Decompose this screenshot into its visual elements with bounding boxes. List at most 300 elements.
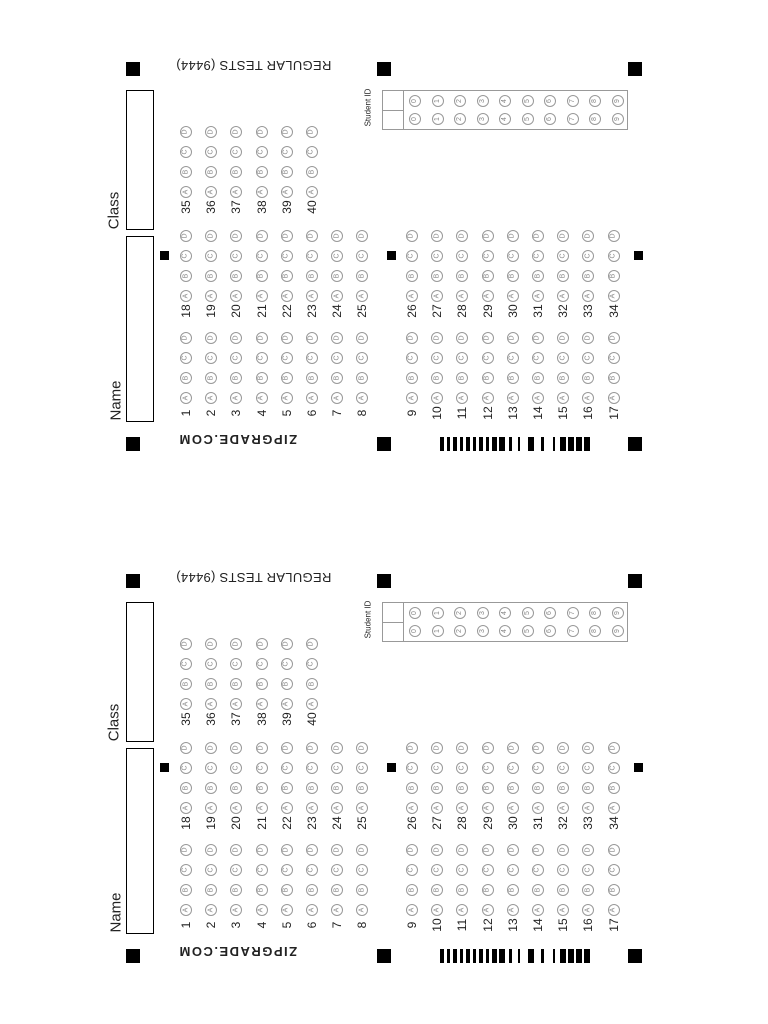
class-field[interactable] bbox=[126, 90, 154, 230]
answer-bubble[interactable] bbox=[180, 230, 192, 242]
answer-bubble[interactable] bbox=[582, 782, 594, 794]
answer-bubble[interactable] bbox=[180, 290, 192, 302]
answer-bubble[interactable] bbox=[406, 290, 418, 302]
answer-bubble[interactable] bbox=[205, 270, 217, 282]
answer-bubble[interactable] bbox=[256, 392, 268, 404]
answer-bubble[interactable] bbox=[456, 332, 468, 344]
answer-bubble[interactable] bbox=[356, 332, 368, 344]
answer-bubble[interactable] bbox=[356, 884, 368, 896]
answer-bubble[interactable] bbox=[507, 802, 519, 814]
name-field[interactable] bbox=[126, 748, 154, 934]
answer-bubble[interactable] bbox=[230, 638, 242, 650]
student-id-bubble[interactable] bbox=[522, 113, 534, 125]
answer-bubble[interactable] bbox=[608, 230, 620, 242]
answer-bubble[interactable] bbox=[608, 270, 620, 282]
answer-bubble[interactable] bbox=[205, 844, 217, 856]
answer-bubble[interactable] bbox=[256, 884, 268, 896]
answer-bubble[interactable] bbox=[406, 392, 418, 404]
answer-bubble[interactable] bbox=[507, 762, 519, 774]
answer-bubble[interactable] bbox=[256, 186, 268, 198]
answer-bubble[interactable] bbox=[557, 352, 569, 364]
answer-bubble[interactable] bbox=[256, 802, 268, 814]
answer-bubble[interactable] bbox=[582, 250, 594, 262]
answer-bubble[interactable] bbox=[456, 742, 468, 754]
answer-bubble[interactable] bbox=[431, 230, 443, 242]
answer-bubble[interactable] bbox=[256, 166, 268, 178]
answer-bubble[interactable] bbox=[406, 270, 418, 282]
answer-bubble[interactable] bbox=[230, 270, 242, 282]
answer-bubble[interactable] bbox=[557, 762, 569, 774]
answer-bubble[interactable] bbox=[557, 230, 569, 242]
answer-bubble[interactable] bbox=[608, 332, 620, 344]
answer-bubble[interactable] bbox=[205, 332, 217, 344]
answer-bubble[interactable] bbox=[532, 332, 544, 344]
answer-bubble[interactable] bbox=[431, 864, 443, 876]
answer-bubble[interactable] bbox=[557, 782, 569, 794]
student-id-bubble[interactable] bbox=[477, 607, 489, 619]
answer-bubble[interactable] bbox=[456, 782, 468, 794]
answer-bubble[interactable] bbox=[281, 904, 293, 916]
answer-bubble[interactable] bbox=[306, 392, 318, 404]
answer-bubble[interactable] bbox=[306, 230, 318, 242]
answer-bubble[interactable] bbox=[331, 844, 343, 856]
answer-bubble[interactable] bbox=[456, 250, 468, 262]
answer-bubble[interactable] bbox=[306, 864, 318, 876]
answer-bubble[interactable] bbox=[205, 678, 217, 690]
student-id-bubble[interactable] bbox=[409, 607, 421, 619]
answer-bubble[interactable] bbox=[482, 352, 494, 364]
answer-bubble[interactable] bbox=[180, 762, 192, 774]
answer-bubble[interactable] bbox=[331, 352, 343, 364]
answer-bubble[interactable] bbox=[256, 782, 268, 794]
answer-bubble[interactable] bbox=[482, 332, 494, 344]
answer-bubble[interactable] bbox=[306, 186, 318, 198]
answer-bubble[interactable] bbox=[230, 332, 242, 344]
answer-bubble[interactable] bbox=[256, 638, 268, 650]
answer-bubble[interactable] bbox=[256, 678, 268, 690]
answer-bubble[interactable] bbox=[532, 742, 544, 754]
answer-bubble[interactable] bbox=[306, 352, 318, 364]
answer-bubble[interactable] bbox=[306, 678, 318, 690]
answer-bubble[interactable] bbox=[356, 270, 368, 282]
answer-bubble[interactable] bbox=[532, 802, 544, 814]
answer-bubble[interactable] bbox=[306, 698, 318, 710]
answer-bubble[interactable] bbox=[180, 658, 192, 670]
answer-bubble[interactable] bbox=[180, 678, 192, 690]
answer-bubble[interactable] bbox=[205, 352, 217, 364]
student-id-bubble[interactable] bbox=[612, 95, 624, 107]
answer-bubble[interactable] bbox=[482, 864, 494, 876]
answer-bubble[interactable] bbox=[406, 742, 418, 754]
answer-bubble[interactable] bbox=[582, 742, 594, 754]
answer-bubble[interactable] bbox=[482, 904, 494, 916]
answer-bubble[interactable] bbox=[356, 782, 368, 794]
answer-bubble[interactable] bbox=[406, 844, 418, 856]
answer-bubble[interactable] bbox=[406, 802, 418, 814]
answer-bubble[interactable] bbox=[532, 884, 544, 896]
answer-bubble[interactable] bbox=[557, 270, 569, 282]
answer-bubble[interactable] bbox=[281, 270, 293, 282]
answer-bubble[interactable] bbox=[230, 146, 242, 158]
student-id-bubble[interactable] bbox=[589, 95, 601, 107]
student-id-bubble[interactable] bbox=[409, 625, 421, 637]
answer-bubble[interactable] bbox=[281, 290, 293, 302]
student-id-bubble[interactable] bbox=[409, 113, 421, 125]
answer-bubble[interactable] bbox=[230, 250, 242, 262]
answer-bubble[interactable] bbox=[230, 658, 242, 670]
answer-bubble[interactable] bbox=[406, 352, 418, 364]
answer-bubble[interactable] bbox=[557, 742, 569, 754]
answer-bubble[interactable] bbox=[431, 270, 443, 282]
answer-bubble[interactable] bbox=[205, 230, 217, 242]
answer-bubble[interactable] bbox=[406, 864, 418, 876]
answer-bubble[interactable] bbox=[406, 372, 418, 384]
answer-bubble[interactable] bbox=[507, 782, 519, 794]
answer-bubble[interactable] bbox=[532, 250, 544, 262]
student-id-bubble[interactable] bbox=[612, 625, 624, 637]
answer-bubble[interactable] bbox=[608, 864, 620, 876]
answer-bubble[interactable] bbox=[281, 230, 293, 242]
answer-bubble[interactable] bbox=[256, 762, 268, 774]
answer-bubble[interactable] bbox=[331, 372, 343, 384]
answer-bubble[interactable] bbox=[406, 332, 418, 344]
student-id-bubble[interactable] bbox=[499, 95, 511, 107]
answer-bubble[interactable] bbox=[532, 290, 544, 302]
answer-bubble[interactable] bbox=[180, 904, 192, 916]
student-id-bubble[interactable] bbox=[409, 95, 421, 107]
answer-bubble[interactable] bbox=[532, 372, 544, 384]
answer-bubble[interactable] bbox=[456, 372, 468, 384]
student-id-bubble[interactable] bbox=[544, 625, 556, 637]
answer-bubble[interactable] bbox=[431, 372, 443, 384]
answer-bubble[interactable] bbox=[230, 372, 242, 384]
answer-bubble[interactable] bbox=[230, 762, 242, 774]
answer-bubble[interactable] bbox=[256, 742, 268, 754]
answer-bubble[interactable] bbox=[205, 762, 217, 774]
answer-bubble[interactable] bbox=[256, 372, 268, 384]
answer-bubble[interactable] bbox=[256, 270, 268, 282]
answer-bubble[interactable] bbox=[608, 802, 620, 814]
answer-bubble[interactable] bbox=[482, 230, 494, 242]
answer-bubble[interactable] bbox=[507, 290, 519, 302]
student-id-bubble[interactable] bbox=[454, 607, 466, 619]
student-id-bubble[interactable] bbox=[612, 113, 624, 125]
answer-bubble[interactable] bbox=[281, 884, 293, 896]
student-id-bubble[interactable] bbox=[499, 625, 511, 637]
answer-bubble[interactable] bbox=[256, 146, 268, 158]
student-id-bubble[interactable] bbox=[567, 95, 579, 107]
answer-bubble[interactable] bbox=[281, 762, 293, 774]
answer-bubble[interactable] bbox=[456, 762, 468, 774]
answer-bubble[interactable] bbox=[482, 884, 494, 896]
answer-bubble[interactable] bbox=[582, 332, 594, 344]
answer-bubble[interactable] bbox=[180, 392, 192, 404]
answer-bubble[interactable] bbox=[507, 742, 519, 754]
student-id-bubble[interactable] bbox=[499, 607, 511, 619]
answer-bubble[interactable] bbox=[406, 250, 418, 262]
answer-bubble[interactable] bbox=[582, 864, 594, 876]
answer-bubble[interactable] bbox=[406, 884, 418, 896]
answer-bubble[interactable] bbox=[456, 230, 468, 242]
answer-bubble[interactable] bbox=[180, 186, 192, 198]
answer-bubble[interactable] bbox=[281, 782, 293, 794]
answer-bubble[interactable] bbox=[180, 166, 192, 178]
answer-bubble[interactable] bbox=[306, 802, 318, 814]
answer-bubble[interactable] bbox=[456, 352, 468, 364]
answer-bubble[interactable] bbox=[306, 742, 318, 754]
answer-bubble[interactable] bbox=[306, 126, 318, 138]
answer-bubble[interactable] bbox=[507, 904, 519, 916]
answer-bubble[interactable] bbox=[456, 884, 468, 896]
student-id-bubble[interactable] bbox=[567, 625, 579, 637]
answer-bubble[interactable] bbox=[205, 742, 217, 754]
answer-bubble[interactable] bbox=[281, 864, 293, 876]
answer-bubble[interactable] bbox=[406, 230, 418, 242]
student-id-bubble[interactable] bbox=[432, 607, 444, 619]
student-id-bubble[interactable] bbox=[522, 625, 534, 637]
answer-bubble[interactable] bbox=[532, 904, 544, 916]
answer-bubble[interactable] bbox=[482, 270, 494, 282]
answer-bubble[interactable] bbox=[306, 166, 318, 178]
answer-bubble[interactable] bbox=[230, 166, 242, 178]
answer-bubble[interactable] bbox=[507, 844, 519, 856]
answer-bubble[interactable] bbox=[507, 884, 519, 896]
answer-bubble[interactable] bbox=[306, 290, 318, 302]
student-id-bubble[interactable] bbox=[432, 95, 444, 107]
answer-bubble[interactable] bbox=[281, 250, 293, 262]
answer-bubble[interactable] bbox=[482, 250, 494, 262]
answer-bubble[interactable] bbox=[205, 638, 217, 650]
answer-bubble[interactable] bbox=[281, 844, 293, 856]
answer-bubble[interactable] bbox=[582, 352, 594, 364]
answer-bubble[interactable] bbox=[256, 904, 268, 916]
answer-bubble[interactable] bbox=[281, 166, 293, 178]
answer-bubble[interactable] bbox=[256, 864, 268, 876]
answer-bubble[interactable] bbox=[431, 250, 443, 262]
answer-bubble[interactable] bbox=[205, 884, 217, 896]
answer-bubble[interactable] bbox=[532, 864, 544, 876]
student-id-bubble[interactable] bbox=[477, 113, 489, 125]
answer-bubble[interactable] bbox=[532, 762, 544, 774]
answer-bubble[interactable] bbox=[608, 250, 620, 262]
answer-bubble[interactable] bbox=[230, 742, 242, 754]
answer-bubble[interactable] bbox=[608, 904, 620, 916]
answer-bubble[interactable] bbox=[608, 742, 620, 754]
answer-bubble[interactable] bbox=[331, 250, 343, 262]
answer-bubble[interactable] bbox=[230, 844, 242, 856]
name-field[interactable] bbox=[126, 236, 154, 422]
class-field[interactable] bbox=[126, 602, 154, 742]
answer-bubble[interactable] bbox=[532, 782, 544, 794]
student-id-bubble[interactable] bbox=[544, 95, 556, 107]
answer-bubble[interactable] bbox=[180, 698, 192, 710]
answer-bubble[interactable] bbox=[306, 638, 318, 650]
answer-bubble[interactable] bbox=[482, 782, 494, 794]
student-id-bubble[interactable] bbox=[432, 113, 444, 125]
answer-bubble[interactable] bbox=[507, 270, 519, 282]
answer-bubble[interactable] bbox=[281, 186, 293, 198]
answer-bubble[interactable] bbox=[230, 678, 242, 690]
answer-bubble[interactable] bbox=[306, 844, 318, 856]
answer-bubble[interactable] bbox=[180, 864, 192, 876]
answer-bubble[interactable] bbox=[180, 146, 192, 158]
answer-bubble[interactable] bbox=[281, 742, 293, 754]
answer-bubble[interactable] bbox=[256, 290, 268, 302]
answer-bubble[interactable] bbox=[180, 352, 192, 364]
answer-bubble[interactable] bbox=[306, 250, 318, 262]
answer-bubble[interactable] bbox=[281, 698, 293, 710]
answer-bubble[interactable] bbox=[205, 864, 217, 876]
answer-bubble[interactable] bbox=[306, 146, 318, 158]
answer-bubble[interactable] bbox=[180, 884, 192, 896]
answer-bubble[interactable] bbox=[306, 762, 318, 774]
answer-bubble[interactable] bbox=[456, 844, 468, 856]
answer-bubble[interactable] bbox=[205, 782, 217, 794]
answer-bubble[interactable] bbox=[281, 392, 293, 404]
answer-bubble[interactable] bbox=[180, 844, 192, 856]
answer-bubble[interactable] bbox=[205, 126, 217, 138]
answer-bubble[interactable] bbox=[281, 352, 293, 364]
answer-bubble[interactable] bbox=[205, 372, 217, 384]
answer-bubble[interactable] bbox=[557, 864, 569, 876]
answer-bubble[interactable] bbox=[431, 742, 443, 754]
answer-bubble[interactable] bbox=[180, 270, 192, 282]
answer-bubble[interactable] bbox=[331, 230, 343, 242]
answer-bubble[interactable] bbox=[557, 332, 569, 344]
answer-bubble[interactable] bbox=[331, 864, 343, 876]
answer-bubble[interactable] bbox=[230, 884, 242, 896]
student-id-bubble[interactable] bbox=[454, 113, 466, 125]
answer-bubble[interactable] bbox=[331, 270, 343, 282]
student-id-bubble[interactable] bbox=[499, 113, 511, 125]
answer-bubble[interactable] bbox=[281, 658, 293, 670]
student-id-bubble[interactable] bbox=[522, 95, 534, 107]
answer-bubble[interactable] bbox=[608, 290, 620, 302]
student-id-bubble[interactable] bbox=[612, 607, 624, 619]
answer-bubble[interactable] bbox=[331, 762, 343, 774]
answer-bubble[interactable] bbox=[482, 762, 494, 774]
answer-bubble[interactable] bbox=[507, 392, 519, 404]
answer-bubble[interactable] bbox=[256, 658, 268, 670]
answer-bubble[interactable] bbox=[557, 884, 569, 896]
answer-bubble[interactable] bbox=[532, 392, 544, 404]
answer-bubble[interactable] bbox=[356, 844, 368, 856]
answer-bubble[interactable] bbox=[456, 864, 468, 876]
answer-bubble[interactable] bbox=[482, 742, 494, 754]
answer-bubble[interactable] bbox=[256, 844, 268, 856]
answer-bubble[interactable] bbox=[507, 864, 519, 876]
answer-bubble[interactable] bbox=[306, 270, 318, 282]
answer-bubble[interactable] bbox=[230, 864, 242, 876]
student-id-bubble[interactable] bbox=[589, 625, 601, 637]
answer-bubble[interactable] bbox=[256, 332, 268, 344]
student-id-bubble[interactable] bbox=[477, 95, 489, 107]
answer-bubble[interactable] bbox=[306, 372, 318, 384]
answer-bubble[interactable] bbox=[507, 332, 519, 344]
answer-bubble[interactable] bbox=[256, 698, 268, 710]
answer-bubble[interactable] bbox=[456, 270, 468, 282]
answer-bubble[interactable] bbox=[482, 802, 494, 814]
answer-bubble[interactable] bbox=[331, 332, 343, 344]
answer-bubble[interactable] bbox=[205, 146, 217, 158]
answer-bubble[interactable] bbox=[331, 782, 343, 794]
answer-bubble[interactable] bbox=[180, 782, 192, 794]
answer-bubble[interactable] bbox=[230, 126, 242, 138]
answer-bubble[interactable] bbox=[281, 802, 293, 814]
answer-bubble[interactable] bbox=[507, 250, 519, 262]
answer-bubble[interactable] bbox=[557, 844, 569, 856]
answer-bubble[interactable] bbox=[281, 678, 293, 690]
answer-bubble[interactable] bbox=[582, 230, 594, 242]
answer-bubble[interactable] bbox=[331, 884, 343, 896]
answer-bubble[interactable] bbox=[582, 372, 594, 384]
answer-bubble[interactable] bbox=[356, 352, 368, 364]
answer-bubble[interactable] bbox=[306, 658, 318, 670]
answer-bubble[interactable] bbox=[582, 762, 594, 774]
answer-bubble[interactable] bbox=[482, 844, 494, 856]
answer-bubble[interactable] bbox=[608, 782, 620, 794]
answer-bubble[interactable] bbox=[532, 844, 544, 856]
answer-bubble[interactable] bbox=[180, 802, 192, 814]
answer-bubble[interactable] bbox=[582, 270, 594, 282]
student-id-bubble[interactable] bbox=[522, 607, 534, 619]
answer-bubble[interactable] bbox=[256, 250, 268, 262]
answer-bubble[interactable] bbox=[608, 392, 620, 404]
answer-bubble[interactable] bbox=[356, 372, 368, 384]
answer-bubble[interactable] bbox=[406, 762, 418, 774]
student-id-bubble[interactable] bbox=[544, 113, 556, 125]
answer-bubble[interactable] bbox=[256, 126, 268, 138]
answer-bubble[interactable] bbox=[482, 392, 494, 404]
answer-bubble[interactable] bbox=[557, 372, 569, 384]
student-id-bubble[interactable] bbox=[589, 113, 601, 125]
answer-bubble[interactable] bbox=[281, 332, 293, 344]
answer-bubble[interactable] bbox=[431, 844, 443, 856]
answer-bubble[interactable] bbox=[608, 372, 620, 384]
answer-bubble[interactable] bbox=[356, 230, 368, 242]
answer-bubble[interactable] bbox=[281, 126, 293, 138]
answer-bubble[interactable] bbox=[406, 904, 418, 916]
answer-bubble[interactable] bbox=[180, 372, 192, 384]
answer-bubble[interactable] bbox=[356, 762, 368, 774]
answer-bubble[interactable] bbox=[306, 904, 318, 916]
answer-bubble[interactable] bbox=[281, 372, 293, 384]
answer-bubble[interactable] bbox=[608, 884, 620, 896]
answer-bubble[interactable] bbox=[256, 352, 268, 364]
answer-bubble[interactable] bbox=[230, 782, 242, 794]
student-id-bubble[interactable] bbox=[432, 625, 444, 637]
student-id-bubble[interactable] bbox=[477, 625, 489, 637]
answer-bubble[interactable] bbox=[281, 146, 293, 158]
answer-bubble[interactable] bbox=[582, 884, 594, 896]
answer-bubble[interactable] bbox=[582, 844, 594, 856]
answer-bubble[interactable] bbox=[532, 270, 544, 282]
answer-bubble[interactable] bbox=[356, 864, 368, 876]
answer-bubble[interactable] bbox=[256, 230, 268, 242]
answer-bubble[interactable] bbox=[356, 250, 368, 262]
answer-bubble[interactable] bbox=[180, 638, 192, 650]
answer-bubble[interactable] bbox=[180, 126, 192, 138]
answer-bubble[interactable] bbox=[205, 166, 217, 178]
answer-bubble[interactable] bbox=[306, 884, 318, 896]
answer-bubble[interactable] bbox=[180, 250, 192, 262]
answer-bubble[interactable] bbox=[431, 782, 443, 794]
answer-bubble[interactable] bbox=[431, 884, 443, 896]
answer-bubble[interactable] bbox=[205, 250, 217, 262]
answer-bubble[interactable] bbox=[507, 372, 519, 384]
answer-bubble[interactable] bbox=[406, 782, 418, 794]
answer-bubble[interactable] bbox=[230, 352, 242, 364]
